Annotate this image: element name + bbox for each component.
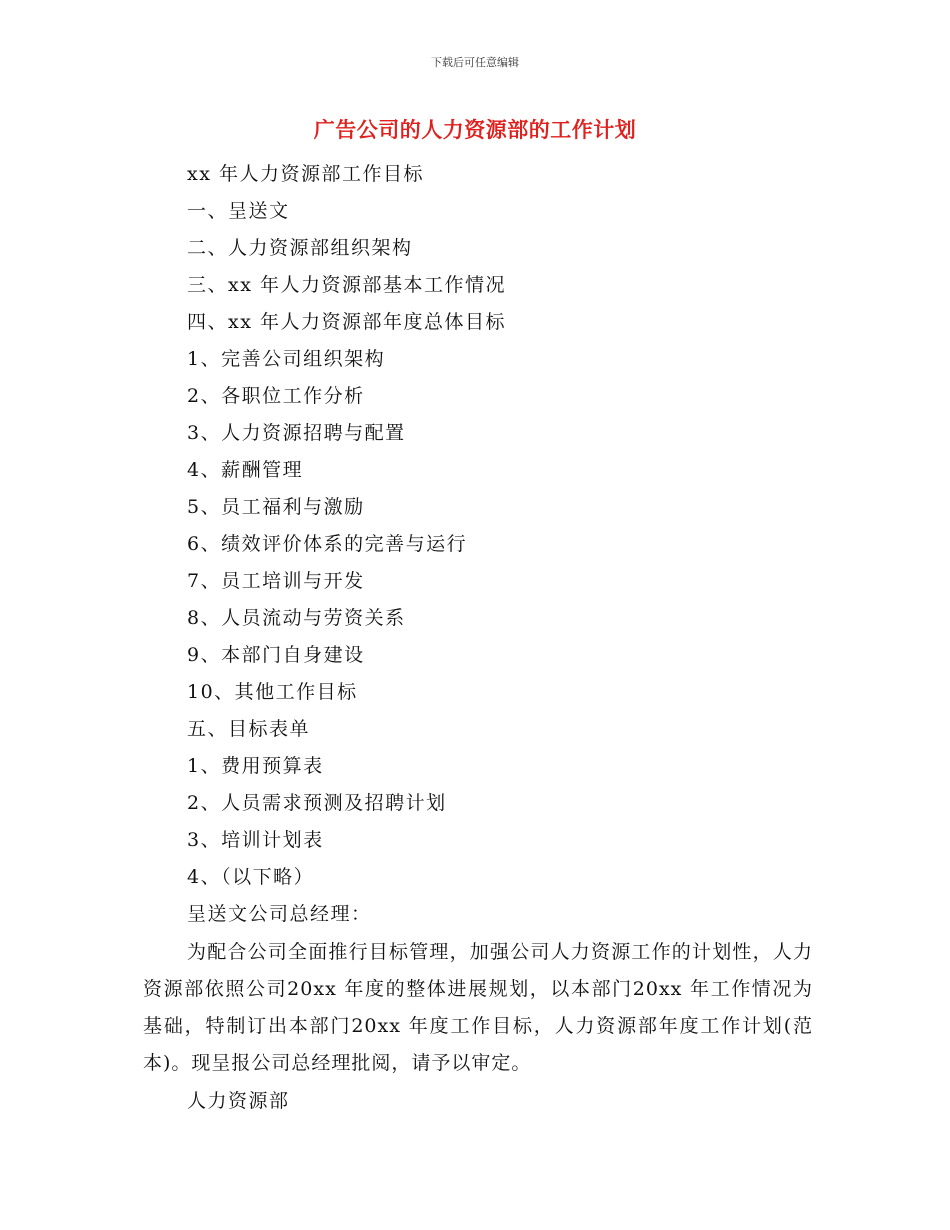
outline-line: 10、其他工作目标 [187, 681, 358, 703]
outline-line: xx 年人力资源部工作目标 [187, 163, 424, 185]
outline-list [187, 156, 506, 933]
outline-line: 二、人力资源部组织架构 [187, 237, 413, 259]
outline-line: 3、人力资源招聘与配置 [187, 422, 406, 444]
memo-body-paragraph: 为配合公司全面推行目标管理，加强公司人力资源工作的计划性，人力资源部依照公司20xx 年度的整体进展规划，以本部门20xx 年工作情况为基础，特制订出本部门20xx 年度工作目标，人力资源部年度工作计划(范本)。现呈报公司总经理批阅，请予以审定。 [143, 941, 813, 1074]
outline-line: 1、完善公司组织架构 [187, 348, 386, 370]
outline-line: 7、员工培训与开发 [187, 570, 365, 592]
memo-salutation: 呈送文公司总经理： [187, 903, 372, 925]
outline-line: 4、（以下略） [187, 866, 315, 888]
signature-department: 人力资源部 [187, 1090, 290, 1112]
outline-line: 9、本部门自身建设 [187, 644, 365, 666]
outline-line: 2、人员需求预测及招聘计划 [187, 792, 447, 814]
outline-line: 2、各职位工作分析 [187, 385, 365, 407]
outline-line: 8、人员流动与劳资关系 [187, 607, 406, 629]
outline-line: 5、员工福利与激励 [187, 496, 365, 518]
document-title: 广告公司的人力资源部的工作计划 [313, 118, 637, 142]
outline-line: 一、呈送文 [187, 200, 290, 222]
outline-line: 4、薪酬管理 [187, 459, 304, 481]
outline-line: 五、目标表单 [187, 718, 311, 740]
outline-line: 三、xx 年人力资源部基本工作情况 [187, 274, 506, 296]
outline-line: 3、培训计划表 [187, 829, 324, 851]
outline-line: 四、xx 年人力资源部年度总体目标 [187, 311, 506, 333]
outline-line: 1、费用预算表 [187, 755, 324, 777]
header-note: 下载后可任意编辑 [431, 56, 519, 69]
outline-line: 6、绩效评价体系的完善与运行 [187, 533, 468, 555]
